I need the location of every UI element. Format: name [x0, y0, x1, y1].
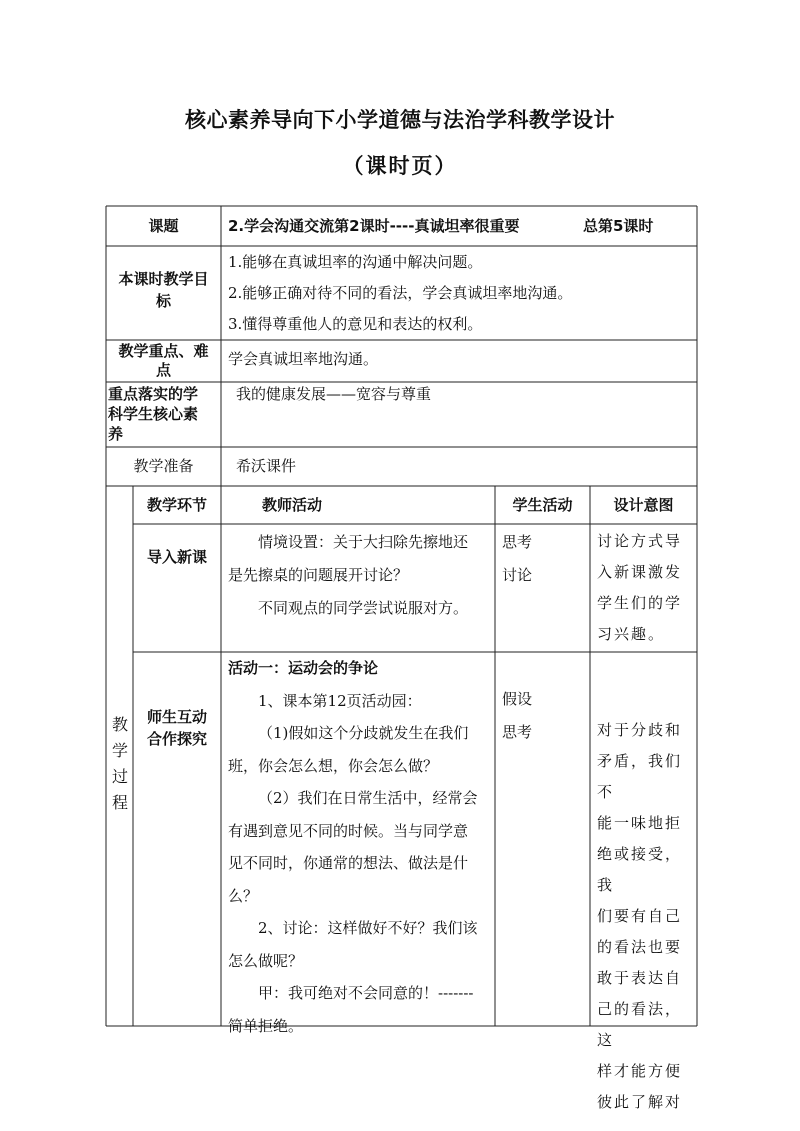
- intent-line: 的看法也要: [597, 938, 683, 956]
- stage-intro-name: 导入新课: [146, 548, 207, 566]
- intent-line: 能一味地拒: [597, 814, 683, 832]
- intent-line: 绝或接受，我: [597, 845, 683, 894]
- teacher-line: 见不同时，你通常的想法、做法是什: [228, 854, 469, 872]
- stage-intro-teacher-activity: [228, 526, 492, 625]
- preparation-value: 希沃课件: [236, 457, 297, 475]
- student-line: 假设: [502, 690, 533, 708]
- topic-total-lessons: 总第5课时: [583, 217, 654, 235]
- teacher-line: （1)假如这个分歧就发生在我们: [258, 724, 469, 742]
- stage-interaction-name-line-1: 师生互动: [146, 708, 207, 726]
- core-literacy-label-line-1: 重点落实的学: [108, 385, 199, 403]
- process-side-label: [110, 712, 130, 816]
- key-points-label-line-2: 点: [155, 361, 171, 379]
- header-teacher-activity: 教师活动: [262, 496, 323, 514]
- intent-line: 们要有自己: [597, 907, 683, 925]
- core-literacy-value: 我的健康发展——宽容与尊重: [236, 385, 432, 403]
- core-literacy-label-line-2: 科学生核心素: [108, 405, 199, 423]
- header-student-activity: 学生活动: [512, 496, 573, 514]
- process-side-char: 教: [111, 715, 128, 734]
- key-points-value: 学会真诚坦率地沟通。: [228, 350, 379, 368]
- intent-line: 敢于表达自: [597, 969, 683, 987]
- intent-line: 学生们的学: [597, 594, 683, 612]
- intent-line: 矛盾，我们不: [597, 752, 683, 801]
- document-title: 核心素养导向下小学道德与法治学科教学设计: [185, 108, 615, 132]
- intent-line: 对于分歧和: [597, 721, 683, 739]
- intent-line: 习兴趣。: [597, 625, 666, 643]
- stage-interaction-design-intent: [597, 715, 693, 1118]
- stage-interaction-name: [133, 706, 221, 750]
- stage-interaction-student-activity: [502, 683, 587, 749]
- activity-title: 活动一：运动会的争论: [228, 659, 379, 677]
- stage-intro-design-intent: [597, 526, 693, 650]
- teacher-line: 情境设置：关于大扫除先擦地还: [258, 533, 469, 551]
- teacher-line: 班，你会怎么想，你会怎么做？: [228, 756, 439, 775]
- process-side-char: 程: [111, 793, 128, 812]
- intent-line: 讨论方式导: [597, 532, 683, 550]
- teacher-line: 1、课本第12页活动园：: [258, 691, 422, 710]
- stage-interaction-name-line-2: 合作探究: [146, 730, 207, 748]
- core-literacy-label: [108, 384, 219, 444]
- student-line: 讨论: [502, 566, 533, 584]
- intent-line: 入新课激发: [597, 563, 683, 581]
- goals-label-line-1: 本课时教学目: [118, 270, 209, 288]
- stage-intro-student-activity: [502, 526, 587, 592]
- goals-label-line-2: 标: [155, 292, 171, 310]
- process-side-char: 学: [111, 741, 128, 760]
- header-stage: 教学环节: [146, 496, 207, 514]
- core-literacy-label-line-3: 养: [108, 425, 124, 443]
- preparation-label: 教学准备: [133, 457, 194, 475]
- teacher-line: 是先擦桌的问题展开讨论？: [228, 566, 409, 584]
- teacher-line: 不同观点的同学尝试说服对方。: [258, 599, 469, 617]
- goals-list: [228, 247, 694, 340]
- topic-value: 2.学会沟通交流第2课时----真诚坦率很重要: [228, 217, 520, 235]
- teacher-line: 么？: [228, 886, 259, 905]
- student-line: 思考: [502, 723, 533, 741]
- teacher-line: 甲：我可绝对不会同意的！-------: [258, 984, 474, 1002]
- teacher-line: 有遇到意见不同的时候。当与同学意: [228, 821, 469, 840]
- key-points-label-line-1: 教学重点、难: [118, 342, 209, 360]
- topic-label: 课题: [148, 217, 179, 235]
- process-side-char: 过: [111, 767, 128, 786]
- goal-item: 3.懂得尊重他人的意见和表达的权利。: [228, 315, 483, 333]
- stage-interaction-teacher-activity: [228, 652, 494, 1042]
- student-line: 思考: [502, 533, 533, 551]
- intent-line: 己的看法，这: [597, 1000, 683, 1049]
- header-design-intent: 设计意图: [613, 496, 674, 514]
- intent-line: 彼此了解对: [597, 1093, 683, 1111]
- goal-item: 1.能够在真诚坦率的沟通中解决问题。: [228, 253, 483, 271]
- teacher-line: （2）我们在日常生活中，经常会: [258, 789, 478, 807]
- goal-item: 2.能够正确对待不同的看法，学会真诚坦率地沟通。: [228, 284, 573, 302]
- teacher-line: 2、讨论：这样做好不好？我们该: [258, 919, 478, 937]
- teacher-line: 简单拒绝。: [228, 1016, 304, 1035]
- intent-line: 样才能方便: [597, 1062, 683, 1080]
- goals-label: [108, 268, 219, 312]
- teacher-line: 怎么做呢？: [228, 951, 304, 970]
- key-points-label: [108, 342, 219, 380]
- document-subtitle: （课时页）: [342, 154, 458, 178]
